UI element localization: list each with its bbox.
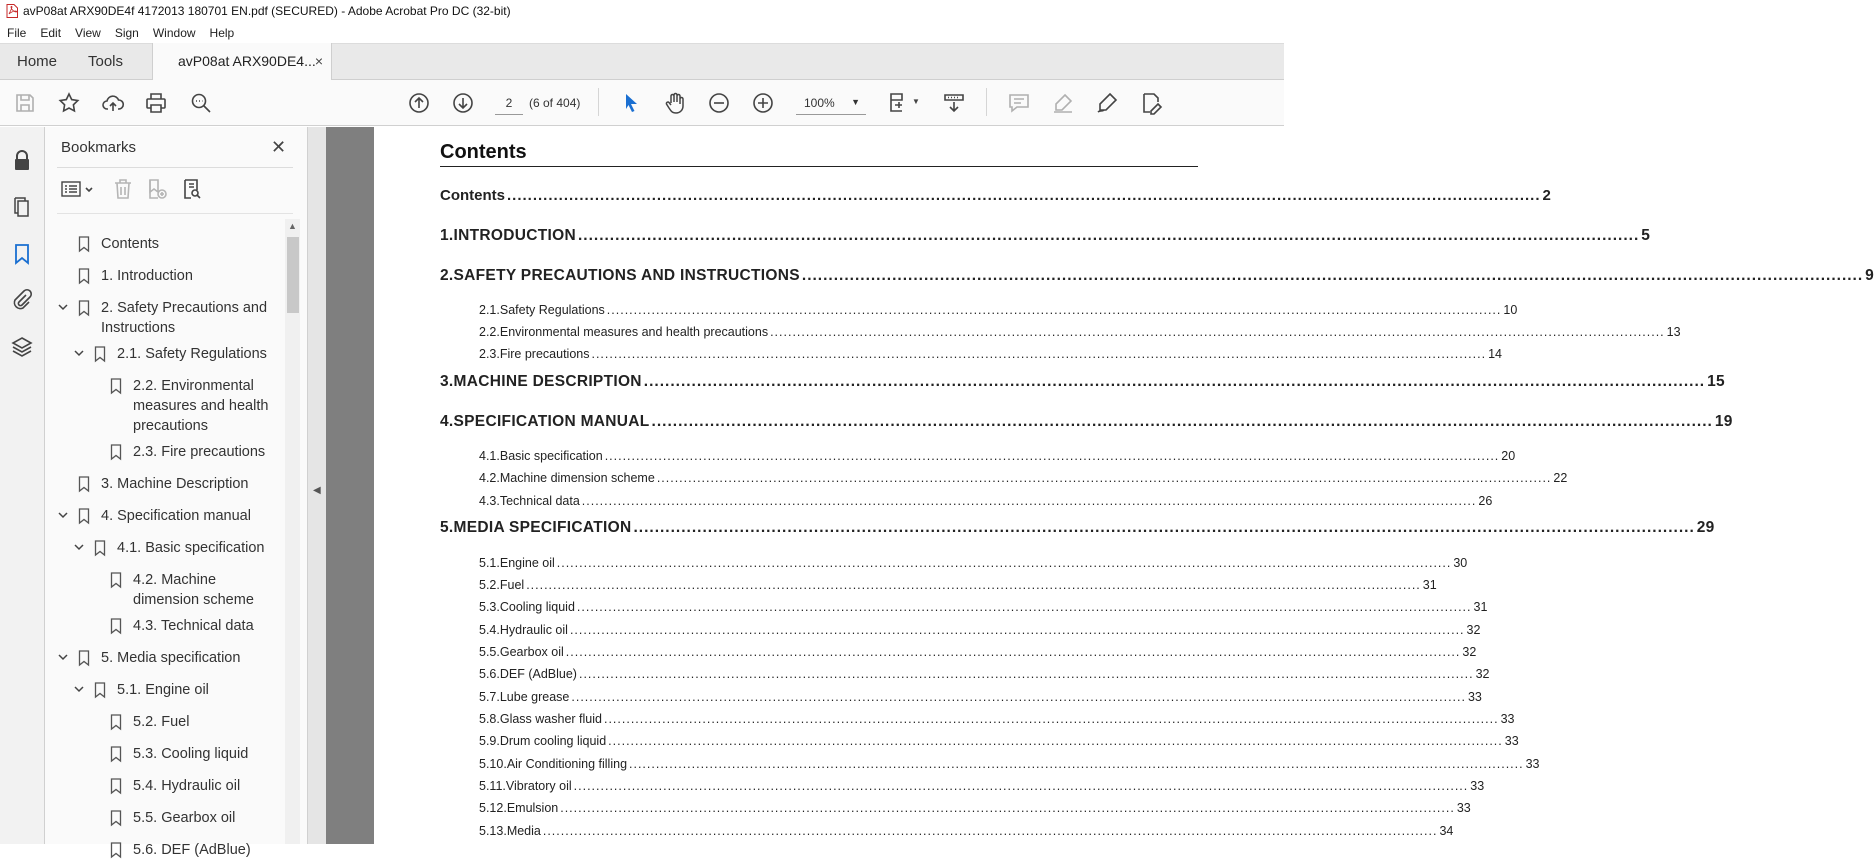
toc-title: INTRODUCTION (453, 227, 576, 244)
zoom-in-icon[interactable] (750, 90, 776, 116)
tab-bar (0, 43, 1284, 80)
toc-number: 5.9. (479, 734, 500, 748)
find-bookmark-icon[interactable] (180, 177, 204, 201)
toc-leader-dots: ........................................................................................................................................................................................................ (576, 600, 1472, 614)
bookmark-label: 1. Introduction (101, 268, 193, 284)
select-cursor-icon[interactable] (618, 90, 644, 116)
toc-leader-dots: ........................................................................................................................................................................................................ (606, 303, 1502, 317)
toc-page-number: 31 (1473, 600, 1488, 614)
toc-page-number: 13 (1666, 325, 1681, 339)
bookmark-label: 5.2. Fuel (133, 714, 190, 730)
toc-number: 5.10. (479, 757, 507, 771)
bookmark-icon (78, 508, 90, 524)
bookmark-label: 5.3. Cooling liquid (133, 746, 249, 762)
zoom-select[interactable] (796, 91, 866, 115)
bookmark-label: 2.1. Safety Regulations (117, 346, 267, 362)
bookmark-label: 5.4. Hydraulic oil (133, 778, 241, 794)
bookmark-icon (78, 650, 90, 666)
find-zoom-icon[interactable] (188, 90, 214, 116)
toc-number: 5.11. (479, 779, 506, 793)
chevron-down-icon[interactable] (73, 541, 85, 553)
toc-entry[interactable] (479, 667, 1490, 681)
bookmarks-panel (45, 127, 308, 858)
toc-title: Technical data (499, 494, 580, 508)
toc-page-number: 5 (1641, 227, 1651, 244)
toc-title: Lube grease (499, 690, 570, 704)
toc-entry[interactable] (440, 413, 1733, 431)
toc-title: Basic specification (499, 449, 603, 463)
toc-page-number: 29 (1696, 519, 1715, 536)
toc-number: 2. (440, 267, 454, 284)
toc-entry[interactable] (479, 303, 1518, 317)
toc-entry[interactable] (479, 600, 1488, 614)
toc-entry[interactable] (479, 325, 1681, 339)
toc-title: Media (506, 824, 541, 838)
toc-number: 5.1. (479, 556, 500, 570)
bookmark-icon (110, 378, 122, 394)
toc-page-number: 33 (1456, 801, 1471, 815)
toc-leader-dots: ........................................................................................................................................................................................................ (604, 449, 1500, 463)
toc-title: SPECIFICATION MANUAL (453, 413, 650, 430)
scroll-up-icon[interactable]: ▲ (288, 221, 297, 231)
toc-leader-dots: ........................................................................................................................................................................................................ (507, 187, 1541, 204)
tab-document[interactable] (152, 43, 332, 81)
toc-leader-dots: ........................................................................................................................................................................................................ (801, 267, 1864, 284)
toc-title: Fuel (499, 578, 525, 592)
left-navigation-rail (0, 127, 45, 844)
toc-title: Cooling liquid (499, 600, 575, 614)
chevron-down-icon[interactable] (57, 509, 69, 521)
scroll-mode-icon[interactable] (941, 90, 967, 116)
toolbar (0, 80, 1284, 126)
bookmark-panel-icon[interactable] (10, 242, 34, 266)
toc-entry[interactable] (479, 824, 1454, 838)
toc-entry[interactable] (479, 494, 1493, 508)
toc-entry[interactable] (479, 449, 1516, 463)
page-heading: Contents (440, 141, 527, 163)
toc-leader-dots: ........................................................................................................................................................................................................ (573, 779, 1469, 793)
toc-leader-dots: ........................................................................................................................................................................................................ (578, 667, 1474, 681)
toc-title: DEF (AdBlue) (499, 667, 577, 681)
toolbar-divider (986, 88, 987, 116)
bookmark-label: 2.2. Environmental (133, 378, 254, 394)
collapse-arrow-icon[interactable]: ◀ (313, 485, 321, 496)
toc-leader-dots: ........................................................................................................................................................................................................ (571, 690, 1466, 704)
bookmark-options-icon[interactable] (61, 177, 95, 201)
toc-page-number: 9 (1865, 267, 1874, 284)
toc-leader-dots: ........................................................................................................................................................................................................ (770, 325, 1665, 339)
toc-leader-dots: ........................................................................................................................................................................................................ (656, 471, 1552, 485)
bookmark-icon (110, 778, 122, 794)
toc-page-number: 31 (1422, 578, 1437, 592)
pdf-page (374, 127, 1874, 844)
toc-number: 4.2. (479, 471, 500, 485)
bookmark-icon (78, 236, 90, 252)
toc-title: Safety Regulations (499, 303, 605, 317)
toc-number: 5.3. (479, 600, 500, 614)
highlight-pen-icon[interactable] (1050, 90, 1076, 116)
toc-leader-dots: ........................................................................................................................................................................................................ (526, 578, 1421, 592)
toc-page-number: 26 (1478, 494, 1493, 508)
toc-title: Environmental measures and health precautions (499, 325, 769, 339)
toc-title: Glass washer fluid (499, 712, 602, 726)
toc-title: Hydraulic oil (499, 623, 568, 637)
bookmark-label: precautions (133, 418, 208, 434)
menu-view[interactable]: View (75, 25, 101, 40)
toc-page-number: 34 (1439, 824, 1454, 838)
delete-bookmark-icon[interactable] (111, 177, 135, 201)
toc-number: 5.7. (479, 690, 500, 704)
toc-number: 4.3. (479, 494, 500, 508)
pdf-file-icon (6, 4, 18, 18)
toc-number: 5.2. (479, 578, 500, 592)
bookmark-icon (110, 444, 122, 460)
toc-number: 1. (440, 227, 454, 244)
bookmark-label: 4. Specification manual (101, 508, 251, 524)
toc-title: Machine dimension scheme (499, 471, 655, 485)
toc-title: MEDIA SPECIFICATION (453, 519, 632, 536)
toc-entry[interactable] (479, 623, 1481, 637)
toc-number: 2.2. (479, 325, 500, 339)
toc-entry[interactable] (479, 347, 1502, 361)
bookmark-icon (110, 810, 122, 826)
hand-tool-icon[interactable] (662, 90, 688, 116)
toc-leader-dots: ........................................................................................................................................................................................................ (591, 347, 1487, 361)
toc-page-number: 33 (1504, 734, 1519, 748)
toc-number: 4.1. (479, 449, 500, 463)
toc-entry[interactable] (479, 690, 1482, 704)
toc-number: 5.5. (479, 645, 500, 659)
bookmark-icon (78, 268, 90, 284)
toc-leader-dots: ........................................................................................................................................................................................................ (560, 801, 1455, 815)
toc-number: 5.8. (479, 712, 500, 726)
toc-title: Vibratory oil (505, 779, 572, 793)
toc-title: SAFETY PRECAUTIONS AND INSTRUCTIONS (453, 267, 800, 284)
toc-number: 4. (440, 413, 454, 430)
toc-page-number: 15 (1707, 373, 1725, 390)
page-thumbnails-icon[interactable] (10, 195, 34, 219)
toc-page-number: 33 (1525, 757, 1540, 771)
panel-collapse-strip[interactable] (308, 127, 326, 844)
next-page-icon[interactable] (450, 90, 476, 116)
bookmark-label: 4.3. Technical data (133, 618, 254, 634)
toc-page-number: 30 (1453, 556, 1468, 570)
toc-page-number: 33 (1467, 690, 1482, 704)
menu-edit[interactable]: Edit (40, 25, 62, 40)
toc-number: 2.1. (479, 303, 500, 317)
toc-page-number: 32 (1462, 645, 1477, 659)
toc-entry[interactable] (479, 556, 1468, 570)
bookmark-label: 2.3. Fire precautions (133, 444, 266, 460)
toc-leader-dots: ........................................................................................................................................................................................................ (577, 227, 1640, 244)
print-icon[interactable] (143, 90, 169, 116)
toc-page-number: 33 (1470, 779, 1485, 793)
toc-title: Air Conditioning filling (506, 757, 628, 771)
bookmark-label: dimension scheme (133, 592, 254, 608)
edit-document-icon[interactable] (1138, 90, 1164, 116)
bookmark-icon (110, 842, 122, 858)
sign-pen-icon[interactable] (1094, 90, 1120, 116)
window-title: avP08at ARX90DE4f 4172013 180701 EN.pdf (SECURED) - Adobe Acrobat Pro DC (32-bit) (23, 4, 511, 18)
zoom-dropdown-icon: ▼ (851, 97, 860, 107)
document-viewport[interactable] (326, 127, 1874, 844)
tab-home[interactable]: Home (17, 53, 58, 70)
toc-entry[interactable] (440, 187, 1551, 204)
bookmark-label: 4.2. Machine (133, 572, 217, 588)
close-panel-icon[interactable]: ✕ (271, 137, 287, 157)
bookmark-label: Instructions (101, 320, 176, 336)
toc-title: Emulsion (506, 801, 559, 815)
star-icon[interactable] (56, 90, 82, 116)
tab-document-label: avP08at ARX90DE4... (178, 53, 316, 69)
chevron-down-icon[interactable] (57, 651, 69, 663)
chevron-down-icon[interactable] (57, 301, 69, 313)
toc-page-number: 33 (1500, 712, 1515, 726)
toc-title: Engine oil (499, 556, 555, 570)
menu-window[interactable]: Window (152, 25, 196, 40)
toc-entry[interactable] (479, 712, 1515, 726)
toc-leader-dots: ........................................................................................................................................................................................................ (643, 373, 1706, 390)
toc-page-number: 10 (1503, 303, 1518, 317)
toc-page-number: 20 (1501, 449, 1516, 463)
bookmark-label: Contents (101, 236, 160, 252)
toc-number: 5. (440, 519, 454, 536)
bookmark-label: 5.6. DEF (AdBlue) (133, 842, 251, 858)
toc-number: 5.4. (479, 623, 500, 637)
toc-entry[interactable] (440, 267, 1874, 285)
toc-entry[interactable] (440, 227, 1651, 245)
menu-bar (0, 22, 1284, 43)
toc-page-number: 32 (1466, 623, 1481, 637)
toc-leader-dots: ........................................................................................................................................................................................................ (629, 757, 1524, 771)
toc-page-number: 14 (1488, 347, 1502, 361)
bookmark-tree (45, 219, 285, 858)
bookmark-icon (94, 346, 106, 362)
scrollbar-thumb[interactable] (287, 237, 299, 313)
toc-number: 5.13. (479, 824, 507, 838)
bookmark-icon (78, 476, 90, 492)
bookmark-icon (94, 540, 106, 556)
toolbar-divider (598, 88, 599, 116)
menu-sign[interactable]: Sign (114, 25, 139, 40)
toc-number: 3. (440, 373, 454, 390)
toc-leader-dots: ........................................................................................................................................................................................................ (565, 645, 1461, 659)
bookmark-label: 3. Machine Description (101, 476, 249, 492)
save-icon[interactable] (12, 90, 38, 116)
toc-leader-dots: ........................................................................................................................................................................................................ (608, 734, 1503, 748)
bookmarks-title: Bookmarks (61, 139, 137, 156)
bookmark-icon (110, 572, 122, 588)
toc-page-number: 32 (1475, 667, 1490, 681)
toc-leader-dots: ........................................................................................................................................................................................................ (542, 824, 1438, 838)
menu-file[interactable]: File (7, 25, 27, 40)
comment-icon[interactable] (1006, 90, 1032, 116)
toc-title: Drum cooling liquid (499, 734, 607, 748)
lock-icon[interactable] (10, 149, 34, 173)
chevron-down-icon[interactable] (73, 347, 85, 359)
page-fit-icon[interactable] (886, 90, 912, 116)
zoom-value: 100% (804, 96, 835, 110)
toc-entry[interactable] (479, 645, 1477, 659)
tab-tools[interactable]: Tools (88, 53, 124, 70)
bookmark-icon (110, 714, 122, 730)
toc-number: 2.3. (479, 347, 500, 361)
bookmark-label: measures and health (133, 398, 269, 414)
bookmark-icon (78, 300, 90, 316)
bookmark-icon (94, 682, 106, 698)
toc-entry[interactable] (479, 471, 1568, 485)
close-tab-icon[interactable]: × (314, 53, 323, 69)
bookmark-label: 5.5. Gearbox oil (133, 810, 236, 826)
toc-entry[interactable] (440, 373, 1725, 391)
bookmark-label: 5.1. Engine oil (117, 682, 209, 698)
layers-icon[interactable] (10, 335, 34, 359)
toc-page-number: 19 (1714, 413, 1733, 430)
upload-cloud-icon[interactable] (100, 90, 126, 116)
new-bookmark-icon[interactable] (145, 177, 169, 201)
title-bar (0, 0, 1284, 22)
heading-rule (440, 166, 1198, 167)
toc-leader-dots: ........................................................................................................................................................................................................ (569, 623, 1465, 637)
toc-entry[interactable] (479, 734, 1519, 748)
toc-leader-dots: ........................................................................................................................................................................................................ (581, 494, 1477, 508)
toc-entry[interactable] (479, 801, 1471, 815)
bookmark-scrollbar[interactable] (285, 219, 300, 844)
previous-page-icon[interactable] (406, 90, 432, 116)
page-fit-dropdown-icon[interactable]: ▼ (912, 97, 920, 106)
toc-title: Gearbox oil (499, 645, 564, 659)
bookmark-label: 2. Safety Precautions and (101, 300, 268, 316)
toc-number: 5.6. (479, 667, 500, 681)
page-number-input[interactable] (495, 91, 523, 115)
toc-entry[interactable] (479, 779, 1485, 793)
toc-title: MACHINE DESCRIPTION (453, 373, 642, 390)
page-count: (6 of 404) (529, 96, 581, 110)
toc-leader-dots: ........................................................................................................................................................................................................ (556, 556, 1452, 570)
toc-leader-dots: ........................................................................................................................................................................................................ (603, 712, 1499, 726)
chevron-down-icon[interactable] (73, 683, 85, 695)
toc-entry[interactable] (440, 519, 1715, 537)
toc-title: Fire precautions (499, 347, 590, 361)
toc-page-number: 2 (1542, 187, 1551, 204)
toc-number: 5.12. (479, 801, 507, 815)
bookmark-label: 5. Media specification (101, 650, 241, 666)
bookmark-label: 4.1. Basic specification (117, 540, 265, 556)
toc-entry[interactable] (479, 578, 1437, 592)
toc-page-number: 22 (1553, 471, 1568, 485)
menu-help[interactable]: Help (209, 25, 235, 40)
bookmark-icon (110, 618, 122, 634)
zoom-out-icon[interactable] (706, 90, 732, 116)
toc-leader-dots: ........................................................................................................................................................................................................ (633, 519, 1695, 536)
toc-title: Contents (440, 187, 505, 204)
toc-leader-dots: ........................................................................................................................................................................................................ (651, 413, 1713, 430)
bookmark-icon (110, 746, 122, 762)
attachment-icon[interactable] (10, 288, 34, 312)
toc-entry[interactable] (479, 757, 1540, 771)
